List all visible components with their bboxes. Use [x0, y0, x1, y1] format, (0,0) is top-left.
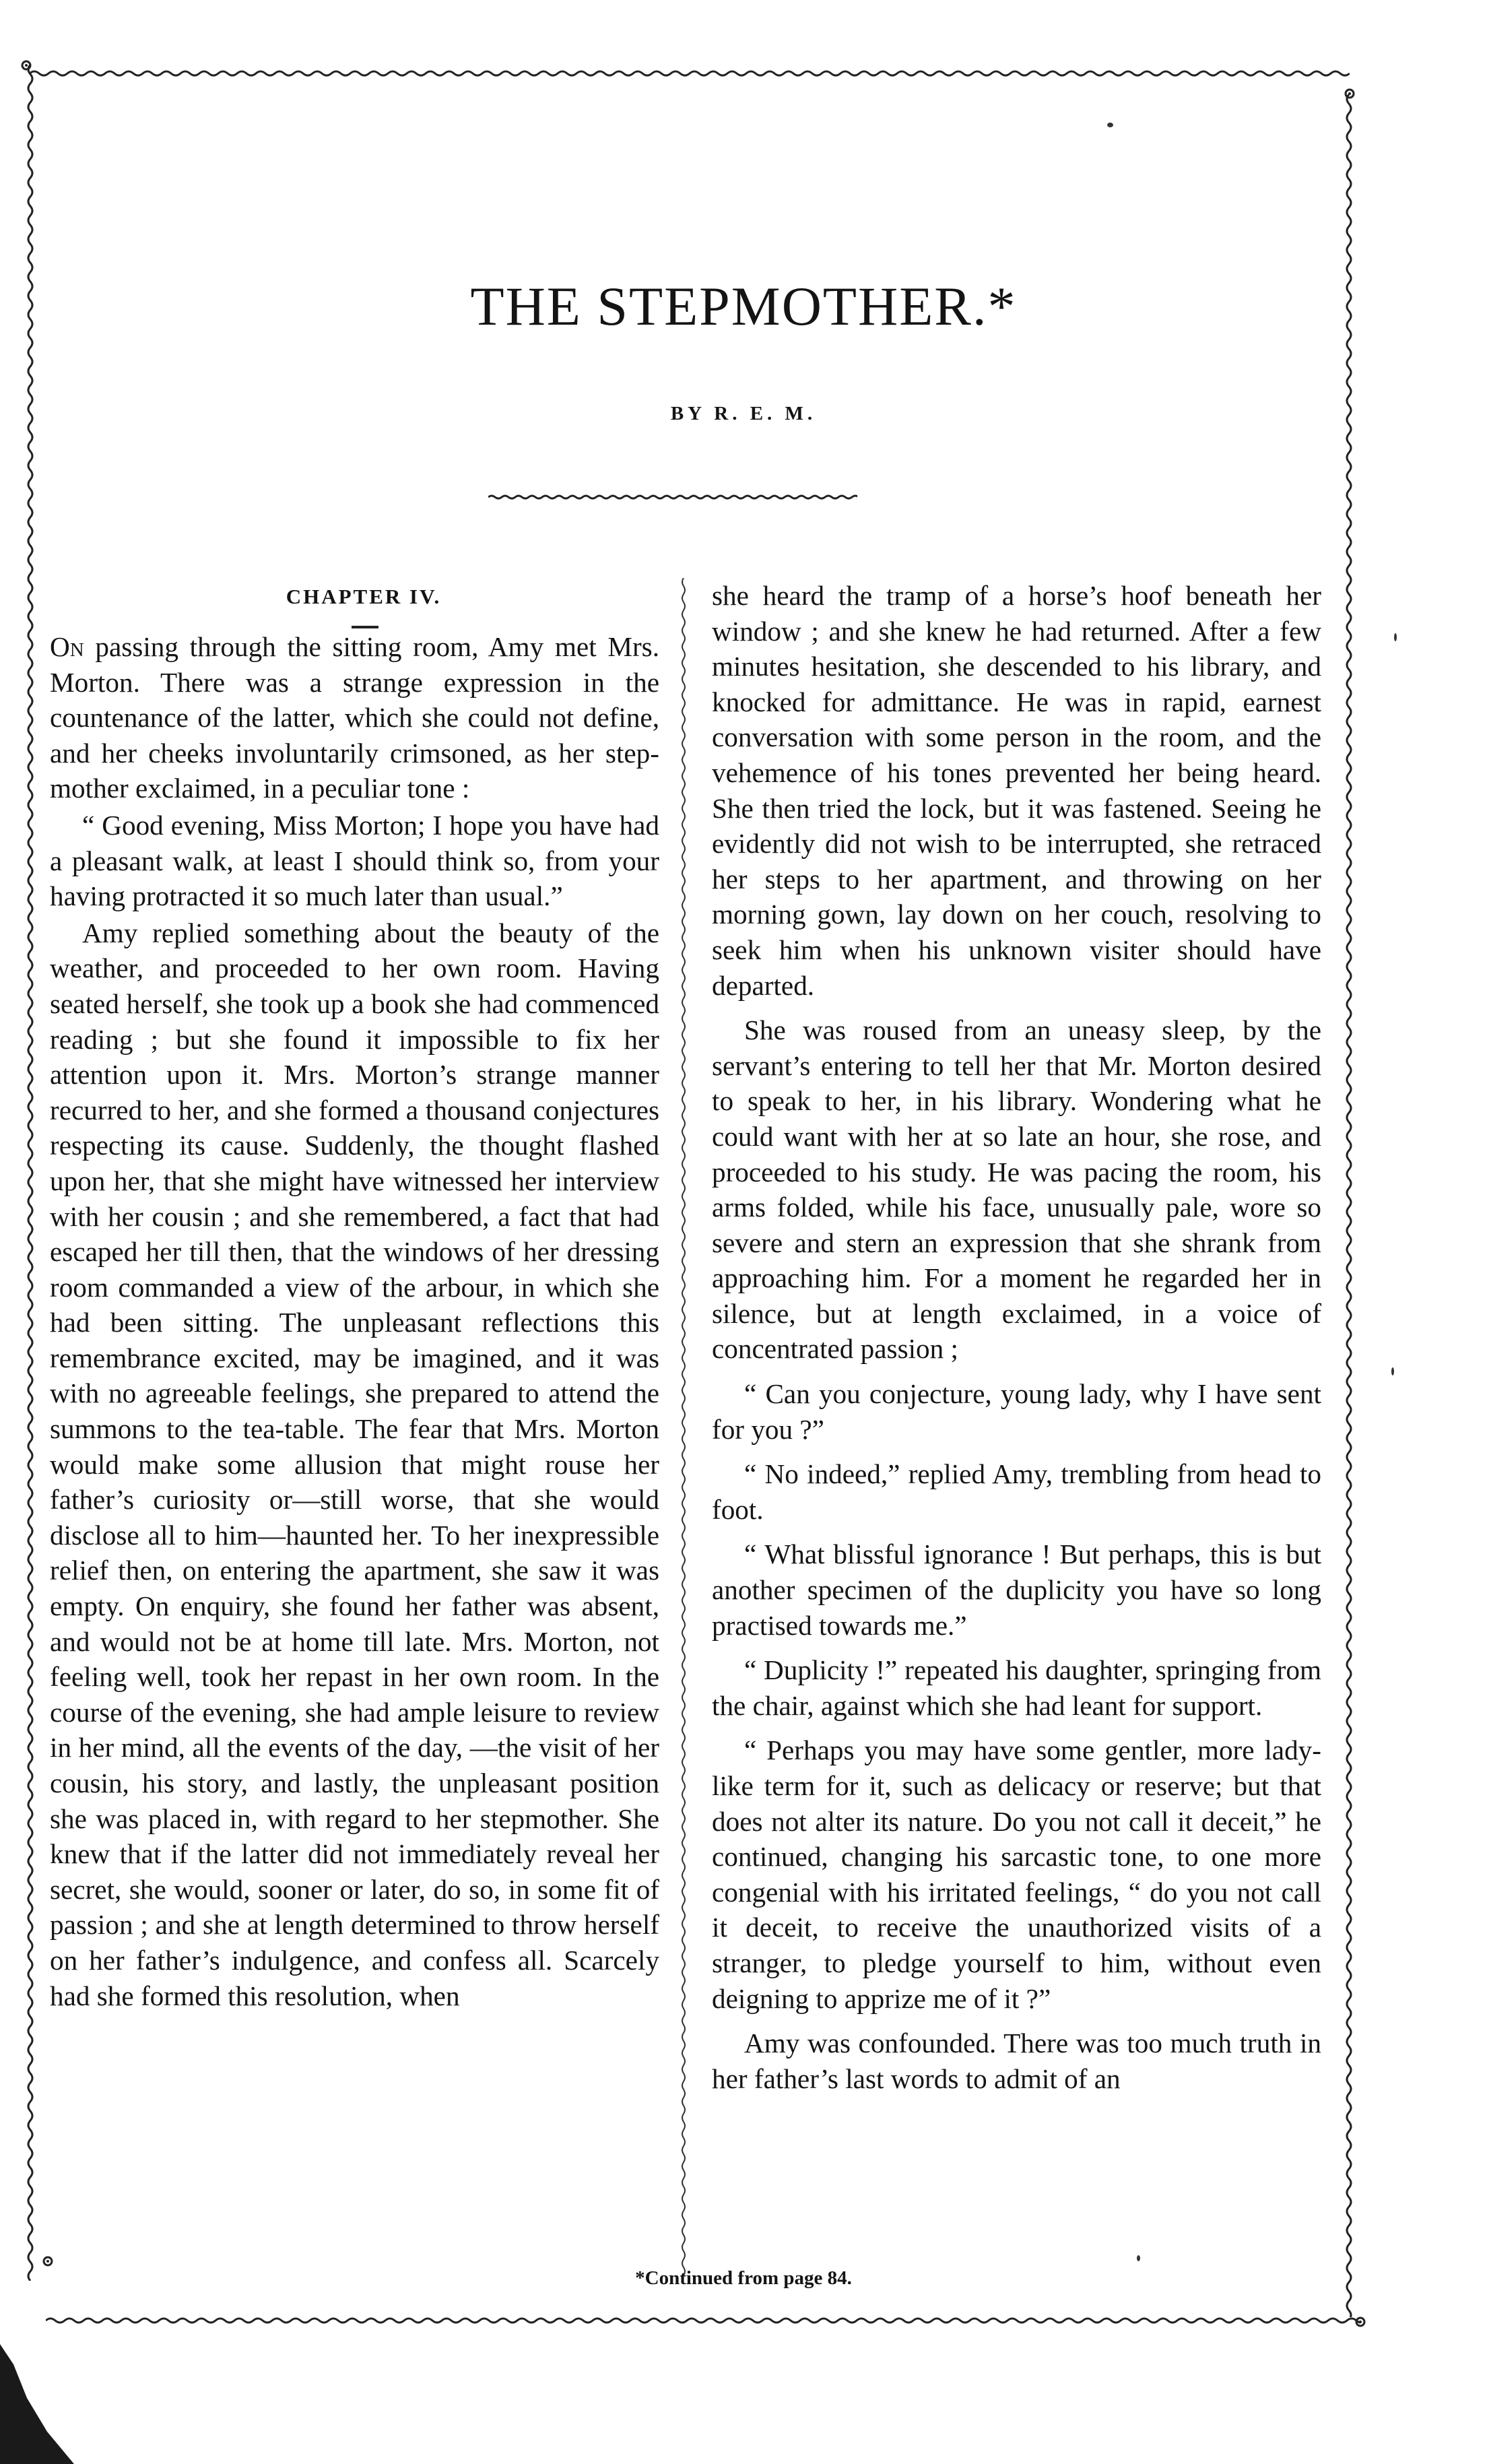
chapter-heading: CHAPTER IV.	[286, 585, 442, 608]
top-border-rule	[30, 62, 1350, 85]
right-text-column	[712, 578, 1321, 2096]
corner-ornament-icon	[1338, 82, 1361, 105]
title-flourish-divider	[488, 488, 857, 507]
left-text-column	[50, 629, 659, 2013]
paragraph: “ Can you conjecture, young lady, why I have sent for you ?”	[712, 1378, 1321, 1445]
paragraph: “ Perhaps you may have some gentler, more lady-like term for it, such as delicacy or reserve; but that does not alter its nature. Do you not call it deceit,” he continued, changing his sarcastic tone, to one more congenial with his irritated feelings, “ do you not call it deceit, to receive the unauthorized visits of a stranger, to pledge yourself to him, without even deigning to apprize me of it ?”	[712, 1734, 1321, 2014]
paragraph-text: passing through the sitting room, Amy met Mrs. Morton. There was a strange expression in the countenance of the latter, which she could not define, and her cheeks involuntarily crimsoned, as her step-mother exclaimed, in a peculiar tone :	[50, 631, 659, 804]
chapter-rule	[352, 626, 378, 628]
paragraph	[50, 629, 659, 806]
left-border-rule	[19, 65, 42, 2281]
paragraph: “ No indeed,” replied Amy, trembling from head to foot.	[712, 1458, 1321, 1525]
paragraph: Amy was confounded. There was too much truth in her father’s last words to admit of an	[712, 2028, 1321, 2094]
right-border-rule	[1337, 94, 1360, 2317]
paragraph: “ Good evening, Miss Morton; I hope you have had a pleasant walk, at least I should think so, from your having protracted it so much later than usual.”	[50, 809, 659, 912]
paragraph: “ What blissful ignorance ! But perhaps, this is but another specimen of the duplicity you have so long practised towards me.”	[712, 1538, 1321, 1641]
ink-speck	[1394, 633, 1397, 641]
bottom-border-rule	[46, 2309, 1360, 2332]
paragraph: Amy replied something about the beauty of the weather, and proceeded to her own room. Having seated herself, she took up a book she had commenced reading ; but she found it impossible to fix her attention upon it. Mrs. Morton’s strange manner recurred to her, and she formed a thousand conjectures respecting its cause. Suddenly, the thought flashed upon her, that she might have witnessed her interview with her cousin ; and she remembered, a fact that had escaped her till then, that the windows of her dressing room commanded a view of the arbour, in which she had been sitting. The unpleasant reflections this remembrance excited, may be imagined, and it was with no agreeable feelings, she prepared to attend the summons to the tea-table. The fear that Mrs. Morton would make some allusion that might rouse her father’s curiosity or—still worse, that she would disclose all to him—haunted her. To her inexpressible relief then, on entering the apartment, she saw it was empty. On enquiry, she found her father was absent, and would not be at home till late. Mrs. Morton, not feeling well, took her repast in her own room. In the course of the evening, she had ample leisure to review in her mind, all the events of the day, —the visit of her cousin, his story, and lastly, the unpleasant position she was placed in, with regard to her stepmother. She knew that if the latter did not immediately reveal her secret, she would, sooner or later, do so, in some fit of passion ; and she at length determined to throw herself on her father’s indulgence, and confess all. Scarcely had she formed this resolution, when	[50, 917, 659, 2011]
column-divider	[673, 578, 694, 2275]
ink-speck	[1107, 123, 1113, 127]
ink-speck	[1391, 1367, 1394, 1375]
continuation-footnote: *Continued from page 84.	[635, 2267, 852, 2289]
corner-ornament-icon	[15, 54, 38, 77]
article-byline: BY R. E. M.	[670, 403, 817, 424]
paragraph: “ Duplicity !” repeated his daughter, springing from the chair, against which she had leant for support.	[712, 1654, 1321, 1721]
drop-lead-word: On	[50, 631, 84, 662]
corner-ornament-icon	[1349, 2310, 1372, 2333]
paragraph: she heard the tramp of a horse’s hoof beneath her window ; and she knew he had returned. After a few minutes hesitation, she descended to his library, and knocked for admittance. He was in rapid, earnest conversation with some person in the room, and the vehemence of his tones prevented her being heard. She then tried the lock, but it was fastened. Seeing he evidently did not wish to be interrupted, she retraced her steps to her apartment, and throwing on her morning gown, lay down on her couch, resolving to seek him when his unknown visiter should have departed.	[712, 580, 1321, 1001]
scan-shadow-corner	[0, 2317, 74, 2464]
ink-speck	[1137, 2255, 1140, 2261]
paragraph: She was roused from an uneasy sleep, by the servant’s entering to tell her that Mr. Morton desired to speak to her, in his library. Wondering what he could want with her at so late an hour, she rose, and proceeded to his study. He was pacing the room, his arms folded, while his face, unusually pale, wore so severe and stern an expression that she shrank from approaching him. For a moment he regarded her in silence, but at length exclaimed, in a voice of concentrated passion ;	[712, 1014, 1321, 1365]
article-title: THE STEPMOTHER.*	[470, 275, 1017, 337]
